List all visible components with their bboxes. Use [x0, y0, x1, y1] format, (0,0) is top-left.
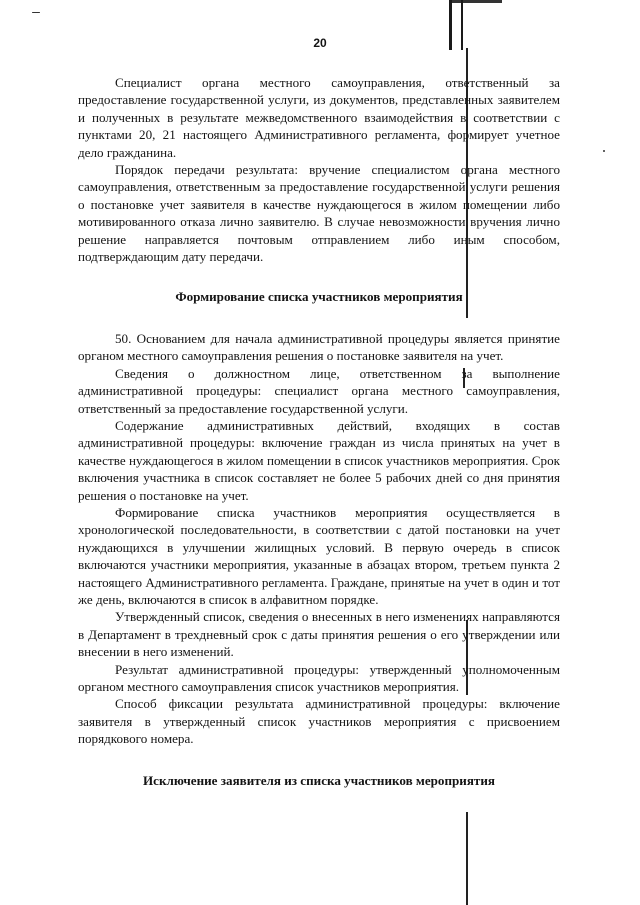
scan-artifact-line: [466, 812, 468, 905]
paragraph: Утвержденный список, сведения о внесенных в него изменениях направляются в Департамент в трехдневный срок с даты принятия решения о его утверждении или внесении в него изменений.: [78, 609, 560, 660]
document-body: [78, 74, 560, 814]
paragraph: Результат административной процедуры: утвержденный уполномоченным органом местного самоуправления список участников мероприятия.: [78, 661, 560, 694]
section-heading: Исключение заявителя из списка участников мероприятия: [143, 772, 495, 788]
scan-speck: [603, 150, 605, 152]
paragraph: Специалист органа местного самоуправления, ответственный за предоставление государственной услуги, из документов, представленных заявителем и полученных в результате межведомственного взаимодействия в соответствии с пунктами 20, 21 настоящего Административного регламента, формирует учетное дело гражданина.: [78, 75, 560, 160]
paragraph: Порядок передачи результата: вручение специалистом органа местного самоуправления, ответственным за предоставление государственной услуги решения о постановке учет заявителя в качестве нуждающегося в жилом помещении либо мотивированного отказа лично заявителю. В случае невозможности вручения лично решение направляется почтовым отправлением либо иным способом, подтверждающим дату передачи.: [78, 162, 560, 265]
paragraph: Содержание административных действий, входящих в состав административной процедуры: включение граждан из числа принятых на учет в качестве нуждающегося в жилом помещении в список участников мероприятия. Срок включения участника в список составляет не более 5 рабочих дней со дня принятия решения о постановке на учет.: [78, 417, 560, 503]
paragraph: 50. Основанием для начала административной процедуры является принятие органом местного самоуправления решения о постановке заявителя на учет.: [78, 330, 560, 364]
paragraph: Способ фиксации результата административной процедуры: включение заявителя в утвержденный список участников мероприятия с присвоением порядкового номера.: [78, 696, 560, 747]
paragraph: Формирование списка участников мероприятия осуществляется в хронологической последовательности, в соответствии с датой постановки на учет нуждающихся в улучшении жилищных условий. В первую очередь в список включаются участники мероприятия, указанные в абзацах втором, третьем пункта 2 настоящего Административного регламента. Граждане, принятые на учет в один и тот же день, включаются в список в алфавитном порядке.: [78, 504, 560, 607]
paragraph: Сведения о должностном лице, ответственном за выполнение административной процедуры: специалист органа местного самоуправления, ответственный за предоставление государственной услуги.: [78, 365, 560, 416]
section-heading: Формирование списка участников мероприятия: [175, 289, 463, 305]
scan-speck: [32, 12, 40, 13]
page-number: 20: [313, 36, 327, 50]
